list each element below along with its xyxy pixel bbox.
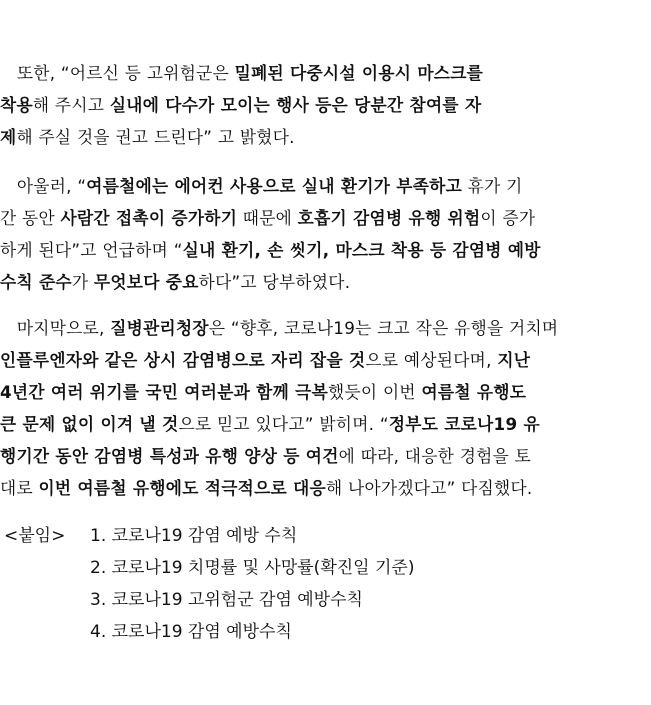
body-text: 은 “향후, 코로나19는 크고 작은 유행을 거치며 xyxy=(208,319,559,339)
body-text: 또한, “어르신 등 고위험군은 xyxy=(0,64,235,84)
text-line xyxy=(0,409,640,441)
emphasized-text: 행기간 동안 감염병 특성과 유행 양상 등 여건 xyxy=(0,447,339,467)
text-line xyxy=(0,377,640,409)
body-text: 아울러, “ xyxy=(0,177,87,197)
emphasized-text: 무엇보다 중요 xyxy=(93,273,199,293)
text-line xyxy=(0,473,640,505)
text-line xyxy=(0,267,640,299)
emphasized-text: 착용 xyxy=(0,96,33,116)
text-line xyxy=(0,122,640,154)
text-line xyxy=(0,345,640,377)
text-line xyxy=(0,203,640,235)
attachment-item: 4. 코로나19 감염 예방수칙 xyxy=(90,622,292,642)
emphasized-text: 4년간 여러 위기를 국민 여러분과 함께 극복 xyxy=(0,383,329,403)
body-text: 휴가 기 xyxy=(462,177,523,197)
body-text: 해 주실 것을 권고 드린다” 고 밝혔다. xyxy=(16,128,295,148)
body-text: 하다”고 당부하였다. xyxy=(198,273,351,293)
emphasized-text: 호흡기 감염병 유행 위험 xyxy=(297,209,481,229)
attachment-item: 1. 코로나19 감염 예방 수칙 xyxy=(90,526,298,546)
text-line xyxy=(0,171,640,203)
text-line xyxy=(0,441,640,473)
emphasized-text: 실내 환기, 손 씻기, 마스크 착용 등 감염병 예방 xyxy=(182,241,541,261)
emphasized-text: 수칙 준수 xyxy=(0,273,72,293)
emphasized-text: 질병관리청장 xyxy=(110,319,209,339)
body-text: 때문에 xyxy=(237,209,298,229)
text-line xyxy=(0,58,640,90)
emphasized-text: 제 xyxy=(0,128,17,148)
emphasized-text: 여름철 유행도 xyxy=(421,383,527,403)
emphasized-text: 큰 문제 없이 이겨 낼 것 xyxy=(0,415,179,435)
body-text: 이 증가 xyxy=(480,209,536,229)
body-text: 하게 된다”고 언급하며 “ xyxy=(0,241,183,261)
body-text: 간 동안 xyxy=(0,209,61,229)
emphasized-text: 지난 xyxy=(497,351,531,371)
body-text: 해 주시고 xyxy=(32,96,110,116)
body-text: 마지막으로, xyxy=(0,319,111,339)
emphasized-text: 실내에 다수가 모이는 행사 등은 당분간 참여를 자 xyxy=(109,96,482,116)
emphasized-text: 사람간 접촉이 증가하기 xyxy=(60,209,238,229)
body-text: 에 따라, 대응한 경험을 토 xyxy=(338,447,532,467)
body-text: 대로 xyxy=(0,479,39,499)
attachments-label: <붙임> xyxy=(4,526,66,546)
body-text: 가 xyxy=(71,273,94,293)
emphasized-text: 이번 여름철 유행에도 적극적으로 대응 xyxy=(38,479,326,499)
emphasized-text: 인플루엔자와 같은 상시 감염병으로 자리 잡을 것 xyxy=(0,351,366,371)
body-text: 했듯이 이번 xyxy=(328,383,422,403)
emphasized-text: 밀폐된 다중시설 이용시 마스크를 xyxy=(234,64,484,84)
body-text: 해 나아가겠다고” 다짐했다. xyxy=(325,479,533,499)
body-text: 으로 믿고 있다고” 밝히며. “ xyxy=(178,415,389,435)
emphasized-text: 정부도 코로나19 유 xyxy=(388,415,540,435)
text-line xyxy=(0,90,640,122)
emphasized-text: 여름철에는 에어컨 사용으로 실내 환기가 부족하고 xyxy=(86,177,463,197)
text-line xyxy=(0,313,640,345)
attachment-item: 2. 코로나19 치명률 및 사망률(확진일 기준) xyxy=(90,558,415,578)
attachment-item: 3. 코로나19 고위험군 감염 예방수칙 xyxy=(90,590,363,610)
body-text: 으로 예상된다며, xyxy=(365,351,498,371)
text-line xyxy=(0,235,640,267)
